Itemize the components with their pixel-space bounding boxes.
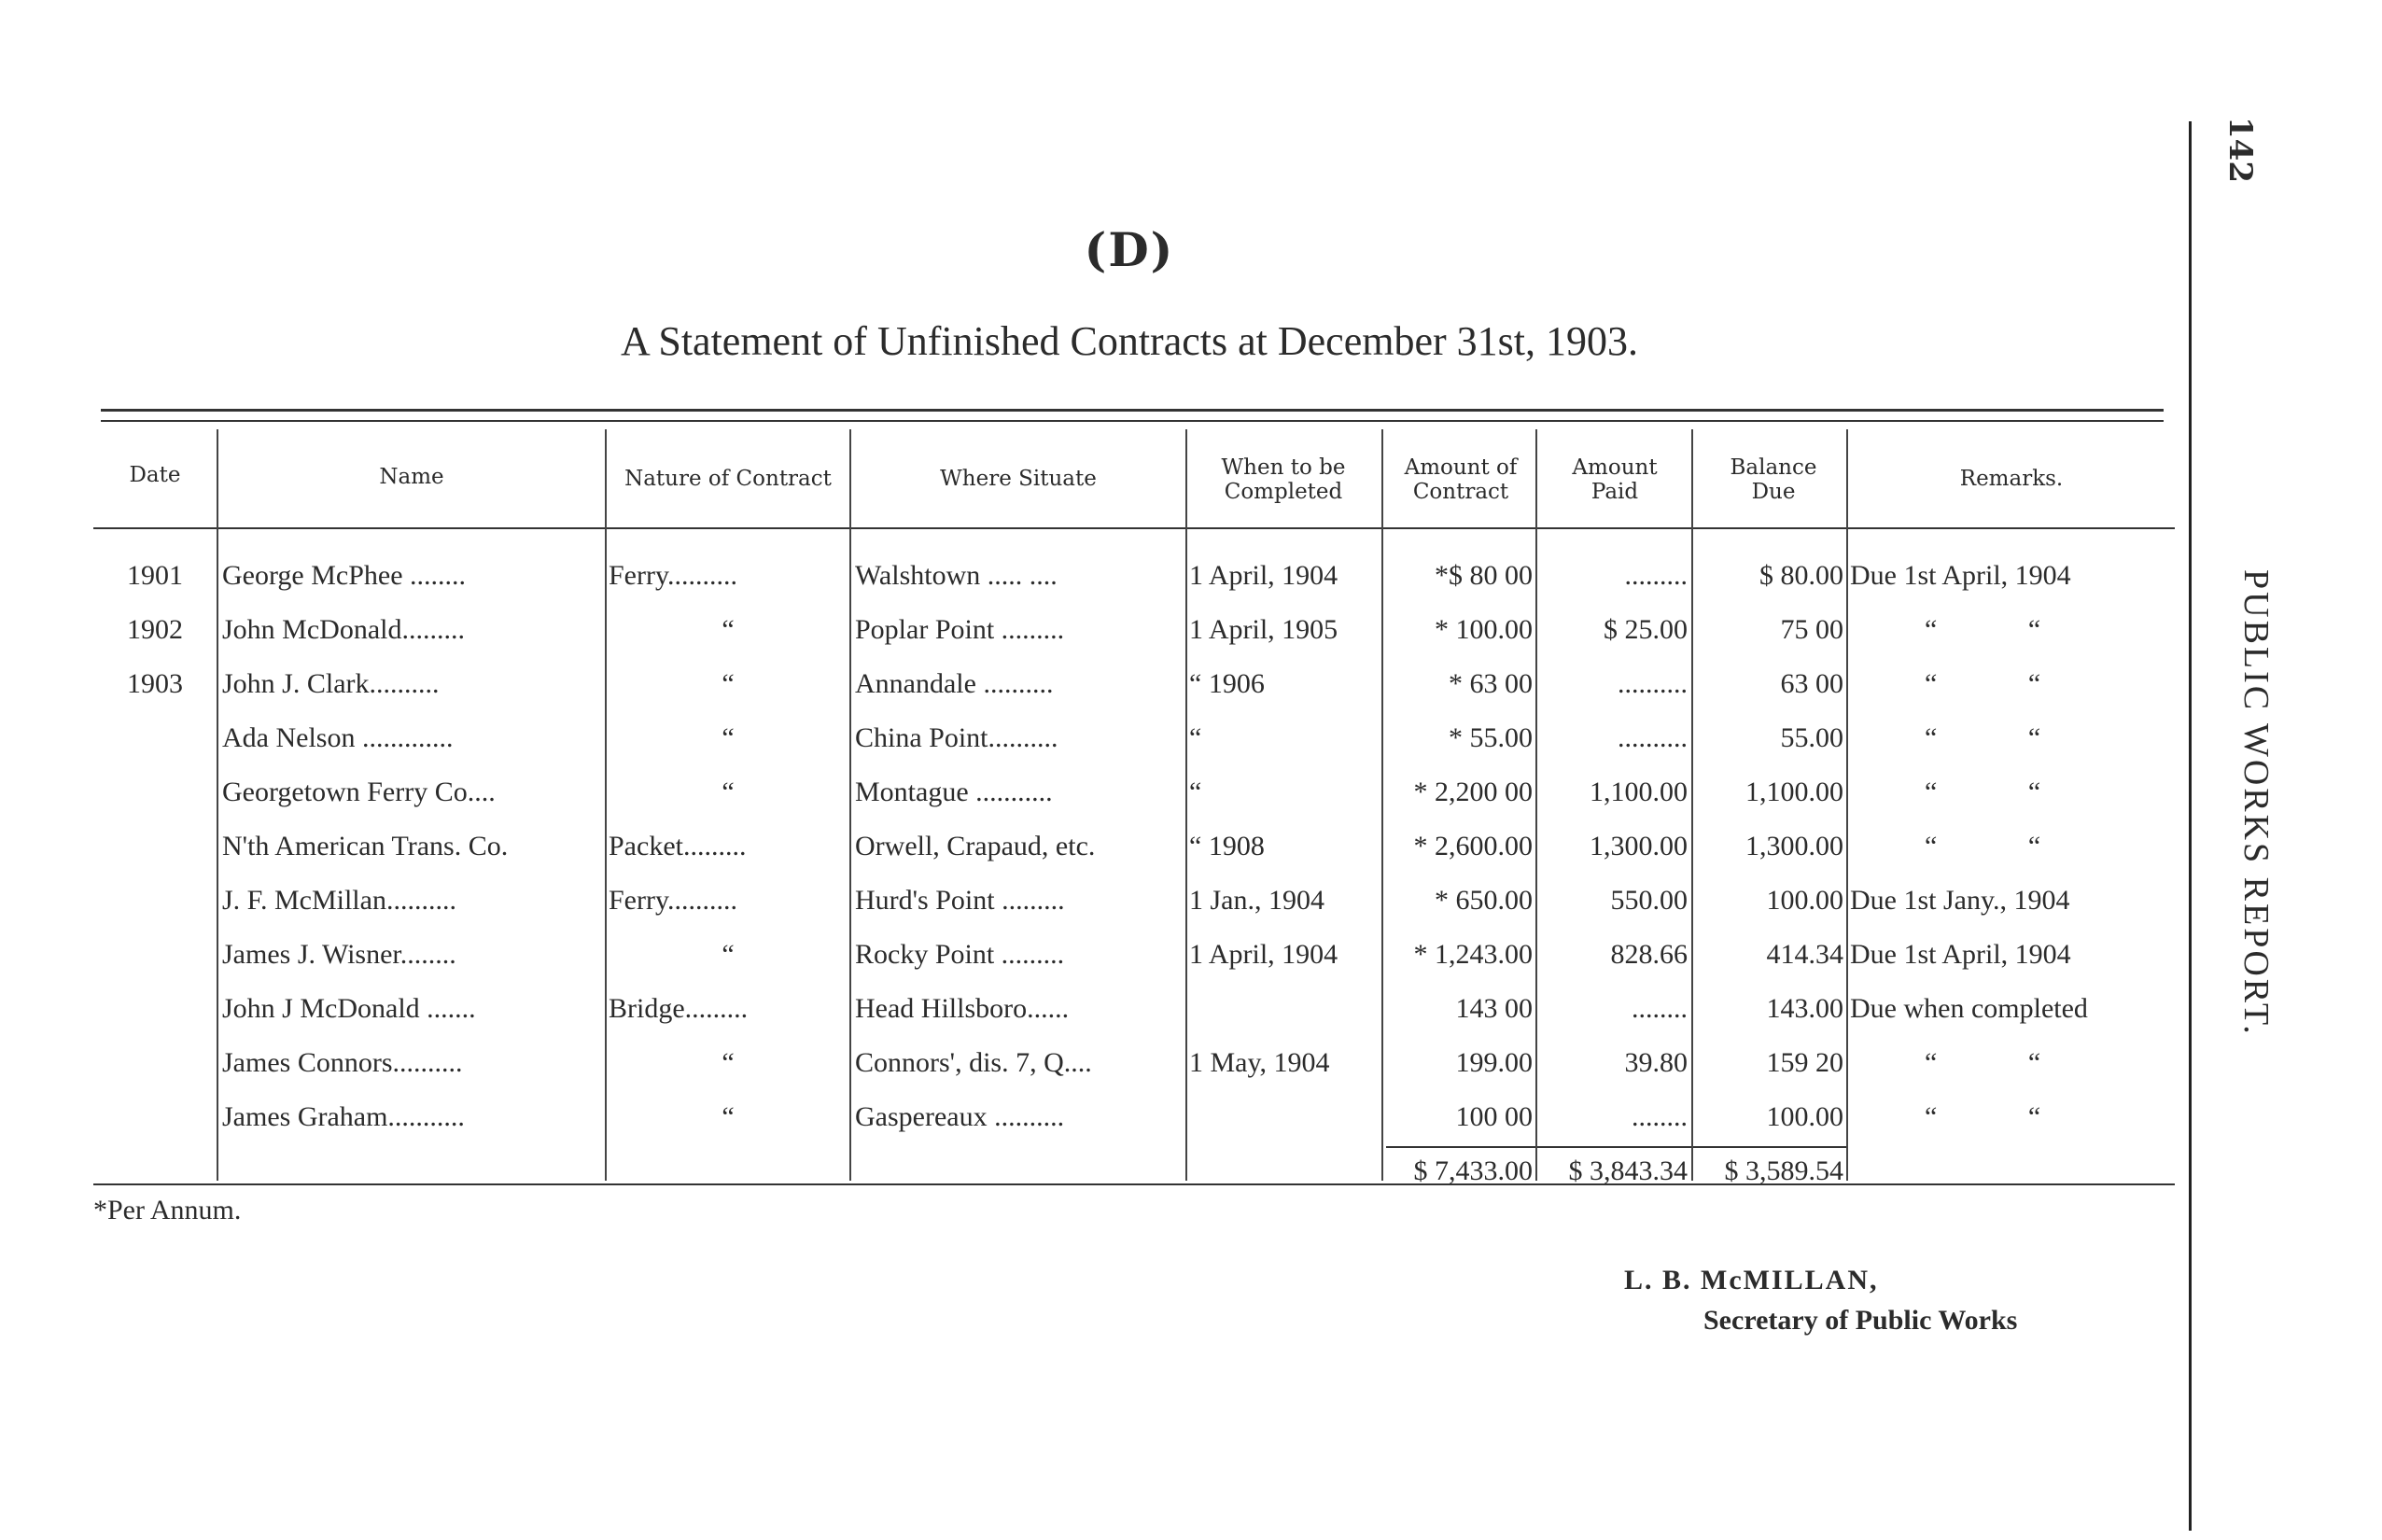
cell-remarks: Due 1st April, 1904 [1850, 560, 2071, 591]
cell-when: 1 April, 1904 [1189, 560, 1338, 591]
cell-remarks: “ “ [1925, 668, 2041, 699]
col-divider-6 [1535, 429, 1537, 1181]
top-rule [101, 409, 2164, 412]
cell-name: John J McDonald ....... [222, 993, 476, 1024]
cell-where: Hurd's Point ......... [855, 885, 1065, 916]
cell-date: 1901 [127, 560, 183, 591]
header-balance: Balance Due [1730, 455, 1817, 504]
cell-nature: “ [722, 1101, 735, 1132]
cell-when: 1 April, 1904 [1189, 939, 1338, 970]
cell-amount: * 1,243.00 [1413, 939, 1533, 970]
cell-date [95, 819, 215, 874]
cell-nature: “ [722, 777, 735, 807]
col-divider-7 [1691, 429, 1693, 1181]
cell-remarks: “ “ [1925, 777, 2041, 807]
cell-where: Rocky Point ......... [855, 939, 1065, 970]
cell-date [95, 711, 215, 765]
cell-paid: 550.00 [1610, 885, 1688, 916]
total-amount: $ 7,433.00 [1413, 1155, 1533, 1186]
cell-name: George McPhee ........ [222, 560, 467, 591]
cell-nature: “ [722, 939, 735, 970]
cell-paid: 1,100.00 [1590, 777, 1688, 807]
cell-amount: * 650.00 [1435, 885, 1533, 916]
cell-balance: 55.00 [1780, 722, 1843, 753]
cell-nature: Packet......... [609, 831, 747, 861]
cell-date: 1902 [127, 614, 183, 645]
cell-where: China Point.......... [855, 722, 1058, 753]
cell-balance: 1,100.00 [1745, 777, 1843, 807]
total-paid: $ 3,843.34 [1568, 1155, 1688, 1186]
cell-amount: 143 00 [1455, 993, 1533, 1024]
cell-balance: 414.34 [1766, 939, 1843, 970]
cell-paid: 1,300.00 [1590, 831, 1688, 861]
cell-amount: 199.00 [1455, 1047, 1533, 1078]
cell-when: 1 April, 1905 [1189, 614, 1338, 645]
cell-balance: 100.00 [1766, 1101, 1843, 1132]
cell-paid: 39.80 [1624, 1047, 1688, 1078]
cell-date [95, 765, 215, 819]
header-paid: Amount Paid [1572, 455, 1658, 504]
header-nature: Nature of Contract [624, 467, 832, 491]
header-rule [93, 527, 2175, 529]
cell-where: Montague ........... [855, 777, 1053, 807]
cell-amount: * 55.00 [1449, 722, 1533, 753]
header-name: Name [379, 465, 444, 489]
cell-when [1189, 982, 1380, 1036]
cell-when: “ 1908 [1189, 831, 1265, 861]
cell-where: Connors', dis. 7, Q.... [855, 1047, 1092, 1078]
cell-amount: * 2,600.00 [1413, 831, 1533, 861]
cell-when: “ 1906 [1189, 668, 1265, 699]
cell-remarks: “ “ [1925, 614, 2041, 645]
page-number: 142 [2221, 117, 2259, 183]
cell-where: Head Hillsboro...... [855, 993, 1070, 1024]
cell-date [95, 1090, 215, 1144]
cell-nature: “ [722, 1047, 735, 1078]
header-amount: Amount of Contract [1404, 455, 1518, 504]
cell-remarks: “ “ [1925, 1101, 2041, 1132]
cell-remarks: “ “ [1925, 831, 2041, 861]
cell-paid: .......... [1618, 722, 1688, 753]
col-divider-5 [1381, 429, 1383, 1181]
cell-name: John J. Clark.......... [222, 668, 440, 699]
cell-balance: 100.00 [1766, 885, 1843, 916]
cell-name: James J. Wisner........ [222, 939, 456, 970]
cell-remarks: Due when completed [1850, 993, 2088, 1024]
cell-when: “ [1189, 777, 1202, 807]
cell-balance: 159 20 [1766, 1047, 1843, 1078]
cell-paid: ........ [1632, 1101, 1688, 1132]
cell-remarks: “ “ [1925, 1047, 2041, 1078]
cell-date [95, 928, 215, 982]
col-divider-3 [849, 429, 851, 1181]
cell-when [1189, 1090, 1380, 1144]
cell-date [95, 1036, 215, 1090]
cell-name: James Connors.......... [222, 1047, 463, 1078]
cell-where: Gaspereaux .......... [855, 1101, 1065, 1132]
cell-amount: *$ 80 00 [1435, 560, 1533, 591]
cell-balance: 63 00 [1780, 668, 1843, 699]
cell-balance: $ 80.00 [1759, 560, 1843, 591]
footnote: *Per Annum. [93, 1195, 242, 1225]
cell-nature: Bridge......... [609, 993, 749, 1024]
col-divider-4 [1185, 429, 1187, 1181]
header-where: Where Situate [940, 467, 1097, 491]
header-remarks: Remarks. [1959, 467, 2064, 491]
cell-when: 1 May, 1904 [1189, 1047, 1330, 1078]
cell-paid: ........ [1632, 993, 1688, 1024]
page-title: A Statement of Unfinished Contracts at December 31st, 1903. [621, 318, 1638, 364]
cell-name: John McDonald......... [222, 614, 465, 645]
col-divider-8 [1846, 429, 1848, 1181]
cell-where: Poplar Point ......... [855, 614, 1065, 645]
cell-amount: * 63 00 [1449, 668, 1533, 699]
col-divider-2 [605, 429, 607, 1181]
cell-name: Ada Nelson ............. [222, 722, 454, 753]
cell-name: James Graham........... [222, 1101, 465, 1132]
cell-when: 1 Jan., 1904 [1189, 885, 1324, 916]
cell-where: Walshtown ..... .... [855, 560, 1058, 591]
col-divider-1 [217, 429, 218, 1181]
cell-nature: Ferry.......... [609, 885, 738, 916]
cell-paid: ......... [1624, 560, 1688, 591]
cell-remarks: Due 1st April, 1904 [1850, 939, 2071, 970]
header-when: When to be Completed [1221, 455, 1346, 504]
cell-paid: .......... [1618, 668, 1688, 699]
cell-nature: “ [722, 614, 735, 645]
side-title: PUBLIC WORKS REPORT. [2236, 569, 2276, 1037]
section-letter: (D) [1084, 222, 1175, 277]
cell-paid: 828.66 [1610, 939, 1688, 970]
cell-name: Georgetown Ferry Co.... [222, 777, 496, 807]
top-rule-inner [101, 420, 2164, 422]
cell-nature: Ferry.......... [609, 560, 738, 591]
bottom-rule [93, 1183, 2175, 1185]
signature-title: Secretary of Public Works [1703, 1305, 2018, 1336]
total-balance: $ 3,589.54 [1724, 1155, 1843, 1186]
header-date: Date [129, 463, 181, 487]
cell-nature: “ [722, 668, 735, 699]
cell-amount: * 100.00 [1435, 614, 1533, 645]
cell-balance: 143.00 [1766, 993, 1843, 1024]
cell-balance: 1,300.00 [1745, 831, 1843, 861]
cell-date [95, 874, 215, 928]
cell-where: Annandale .......... [855, 668, 1054, 699]
cell-remarks: Due 1st Jany., 1904 [1850, 885, 2070, 916]
cell-balance: 75 00 [1780, 614, 1843, 645]
cell-remarks: “ “ [1925, 722, 2041, 753]
signature-name: L. B. McMILLAN, [1624, 1265, 1879, 1295]
cell-name: J. F. McMillan.......... [222, 885, 456, 916]
cell-date: 1903 [127, 668, 183, 699]
cell-where: Orwell, Crapaud, etc. [855, 831, 1096, 861]
cell-paid: $ 25.00 [1604, 614, 1688, 645]
cell-nature: “ [722, 722, 735, 753]
cell-amount: 100 00 [1455, 1101, 1533, 1132]
cell-date [95, 982, 215, 1036]
cell-amount: * 2,200 00 [1413, 777, 1533, 807]
cell-name: N'th American Trans. Co. [222, 831, 509, 861]
cell-when: “ [1189, 722, 1202, 753]
